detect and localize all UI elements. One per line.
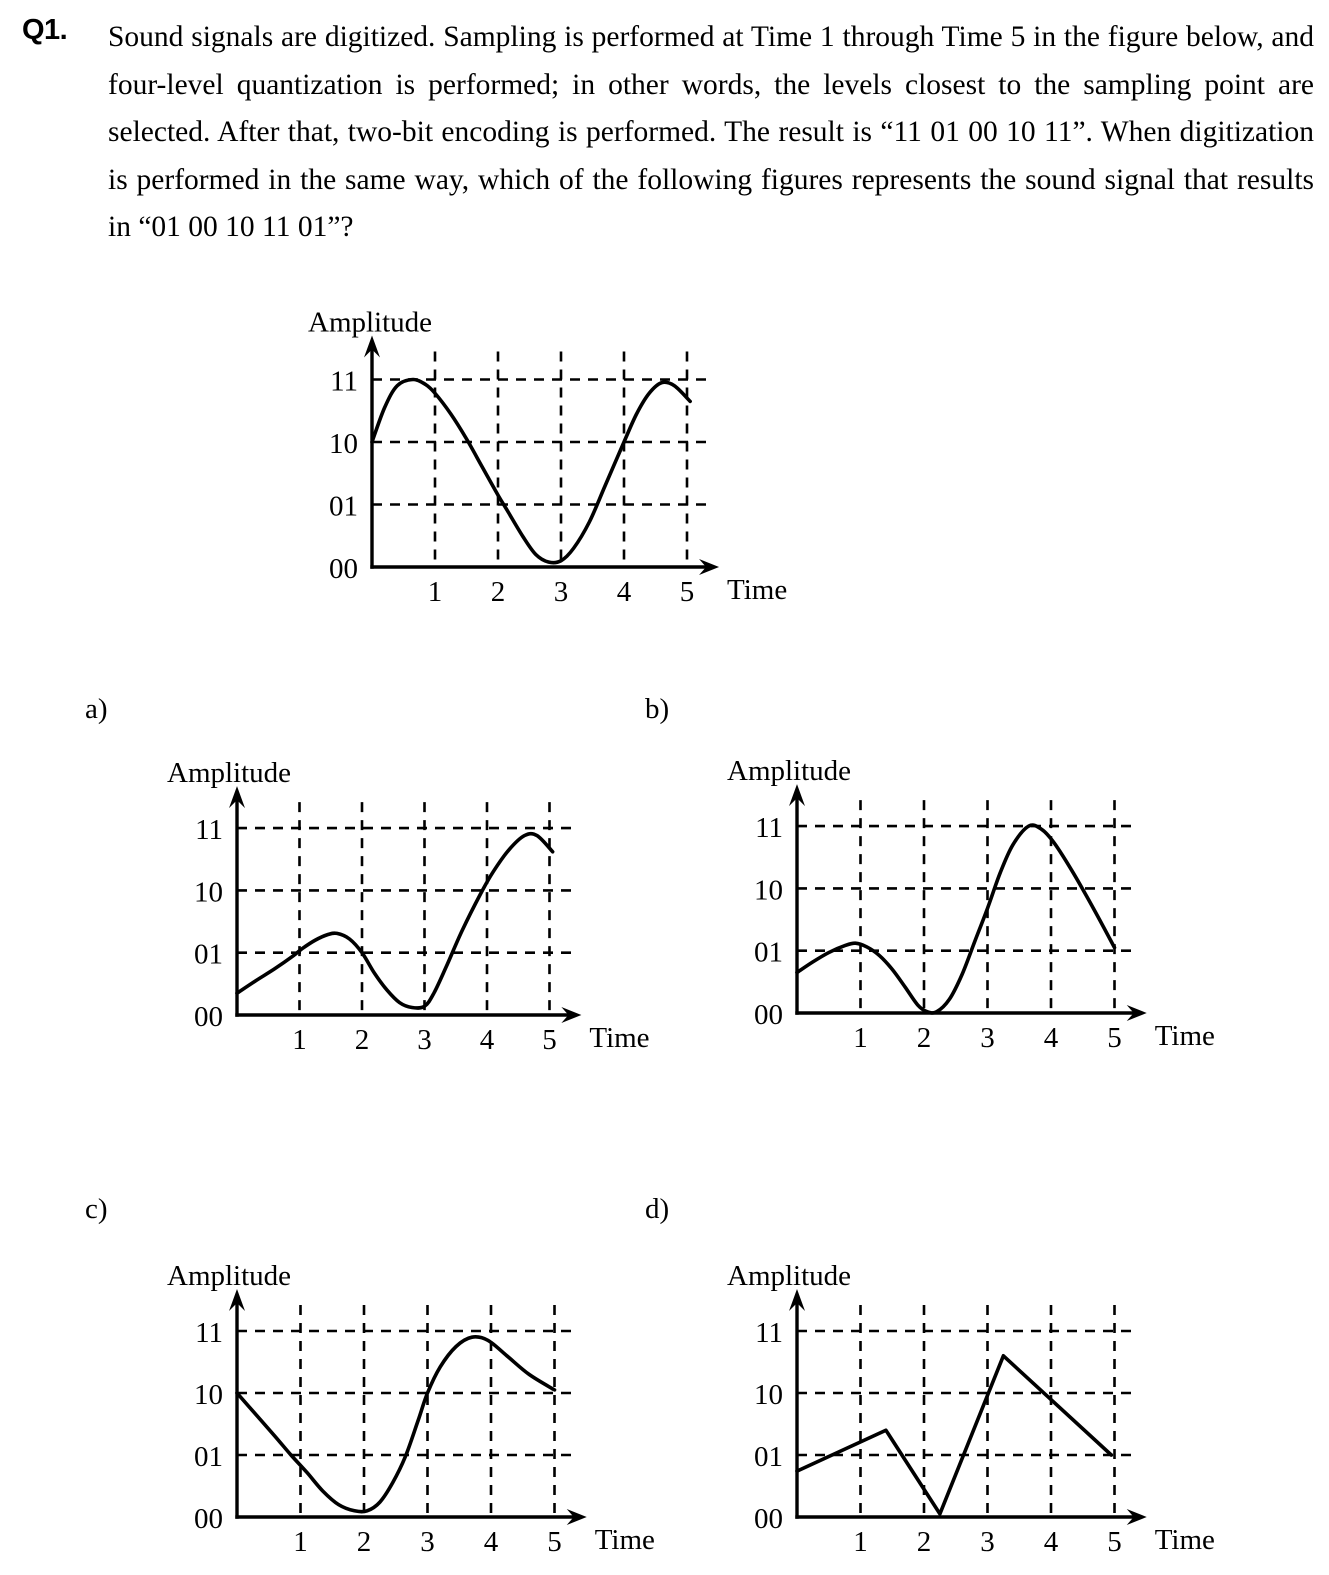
y-tick-label-11: 11: [755, 1317, 783, 1349]
x-tick-label-3: 3: [553, 576, 569, 608]
option-a-label: a): [85, 693, 108, 725]
x-tick-label-1: 1: [292, 1024, 307, 1056]
x-axis-title: Time: [589, 1022, 650, 1054]
x-tick-label-2: 2: [916, 1022, 932, 1054]
question-block: [0, 0, 1329, 262]
y-tick-label-10: 10: [754, 1379, 783, 1411]
x-tick-label-2: 2: [354, 1024, 370, 1056]
y-tick-label-10: 10: [194, 876, 223, 909]
option-c-svg[interactable]: [125, 1245, 685, 1575]
x-tick-label-5: 5: [542, 1024, 557, 1056]
option-b-figure[interactable]: [645, 693, 1215, 1065]
x-tick-label-4: 4: [1043, 1022, 1059, 1054]
x-axis-title: Time: [1154, 1020, 1215, 1052]
signal-curve: [372, 379, 690, 562]
y-tick-label-11: 11: [755, 812, 783, 845]
x-tick-label-5: 5: [1107, 1022, 1122, 1054]
question-text: Sound signals are digitized. Sampling is performed at Time 1 through Time 5 in the figure below, and four-level quantization is performed; in other words, the levels closest to the sampling point are selected. After that, two-bit encoding is performed. The result is “11 01 00 10 11”. When digitization is performed in the same way, which of the following figures represents the sound signal that results in “01 00 10 11 01”?: [108, 21, 1314, 243]
x-tick-label-2: 2: [490, 576, 506, 608]
x-axis-title: Time: [727, 574, 788, 606]
y-axis-title: Amplitude: [727, 1260, 852, 1292]
y-tick-label-01: 01: [329, 490, 358, 523]
x-tick-label-1: 1: [427, 576, 443, 608]
option-c-figure[interactable]: [85, 1193, 655, 1570]
x-tick-label-2: 2: [356, 1526, 372, 1558]
y-tick-label-10: 10: [754, 874, 783, 907]
stem-figure-svg: [300, 295, 820, 615]
y-tick-label-01: 01: [754, 1441, 783, 1473]
x-tick-label-5: 5: [1107, 1526, 1122, 1558]
x-tick-label-5: 5: [547, 1526, 562, 1558]
x-tick-label-3: 3: [980, 1022, 995, 1054]
option-c-label: c): [85, 1193, 108, 1225]
x-axis-title: Time: [1154, 1524, 1215, 1556]
y-axis-title: Amplitude: [167, 1260, 292, 1292]
x-tick-label-3: 3: [420, 1526, 435, 1558]
stem-figure: [300, 295, 820, 615]
y-tick-label-01: 01: [754, 936, 783, 969]
question-number: Q1.: [22, 14, 68, 46]
signal-curve: [237, 1337, 555, 1512]
y-tick-label-00: 00: [329, 553, 358, 585]
option-b-label: b): [645, 693, 670, 725]
y-tick-label-00: 00: [194, 1001, 223, 1033]
y-axis-title: Amplitude: [308, 306, 433, 339]
x-tick-label-4: 4: [1043, 1526, 1059, 1558]
signal-curve: [797, 1356, 1111, 1514]
x-tick-label-1: 1: [853, 1022, 868, 1054]
option-b-svg[interactable]: [685, 745, 1245, 1075]
x-axis-title: Time: [594, 1524, 655, 1556]
signal-curve: [797, 825, 1115, 1013]
y-tick-label-00: 00: [194, 1503, 223, 1535]
y-tick-label-11: 11: [330, 365, 358, 398]
y-tick-label-01: 01: [194, 1441, 223, 1473]
signal-curve: [237, 834, 553, 1008]
x-tick-label-3: 3: [980, 1526, 995, 1558]
x-tick-label-1: 1: [293, 1526, 308, 1558]
y-tick-label-00: 00: [754, 1503, 783, 1535]
y-tick-label-10: 10: [329, 428, 358, 460]
x-tick-label-1: 1: [853, 1526, 868, 1558]
y-axis-title: Amplitude: [727, 755, 852, 788]
x-tick-label-4: 4: [479, 1024, 495, 1056]
x-tick-label-2: 2: [916, 1526, 932, 1558]
x-tick-label-4: 4: [483, 1526, 499, 1558]
x-tick-label-5: 5: [679, 576, 695, 608]
option-a-svg[interactable]: [125, 745, 685, 1075]
x-tick-label-3: 3: [417, 1024, 432, 1056]
option-d-figure[interactable]: [645, 1193, 1215, 1570]
option-d-label: d): [645, 1193, 670, 1225]
option-d-svg[interactable]: [685, 1245, 1245, 1575]
y-tick-label-00: 00: [754, 999, 783, 1031]
y-tick-label-11: 11: [195, 814, 223, 847]
y-tick-label-11: 11: [195, 1317, 223, 1349]
y-axis-title: Amplitude: [167, 757, 292, 790]
y-tick-label-01: 01: [194, 938, 223, 971]
option-a-figure[interactable]: [85, 693, 650, 1065]
y-tick-label-10: 10: [194, 1379, 223, 1411]
x-tick-label-4: 4: [616, 576, 632, 608]
